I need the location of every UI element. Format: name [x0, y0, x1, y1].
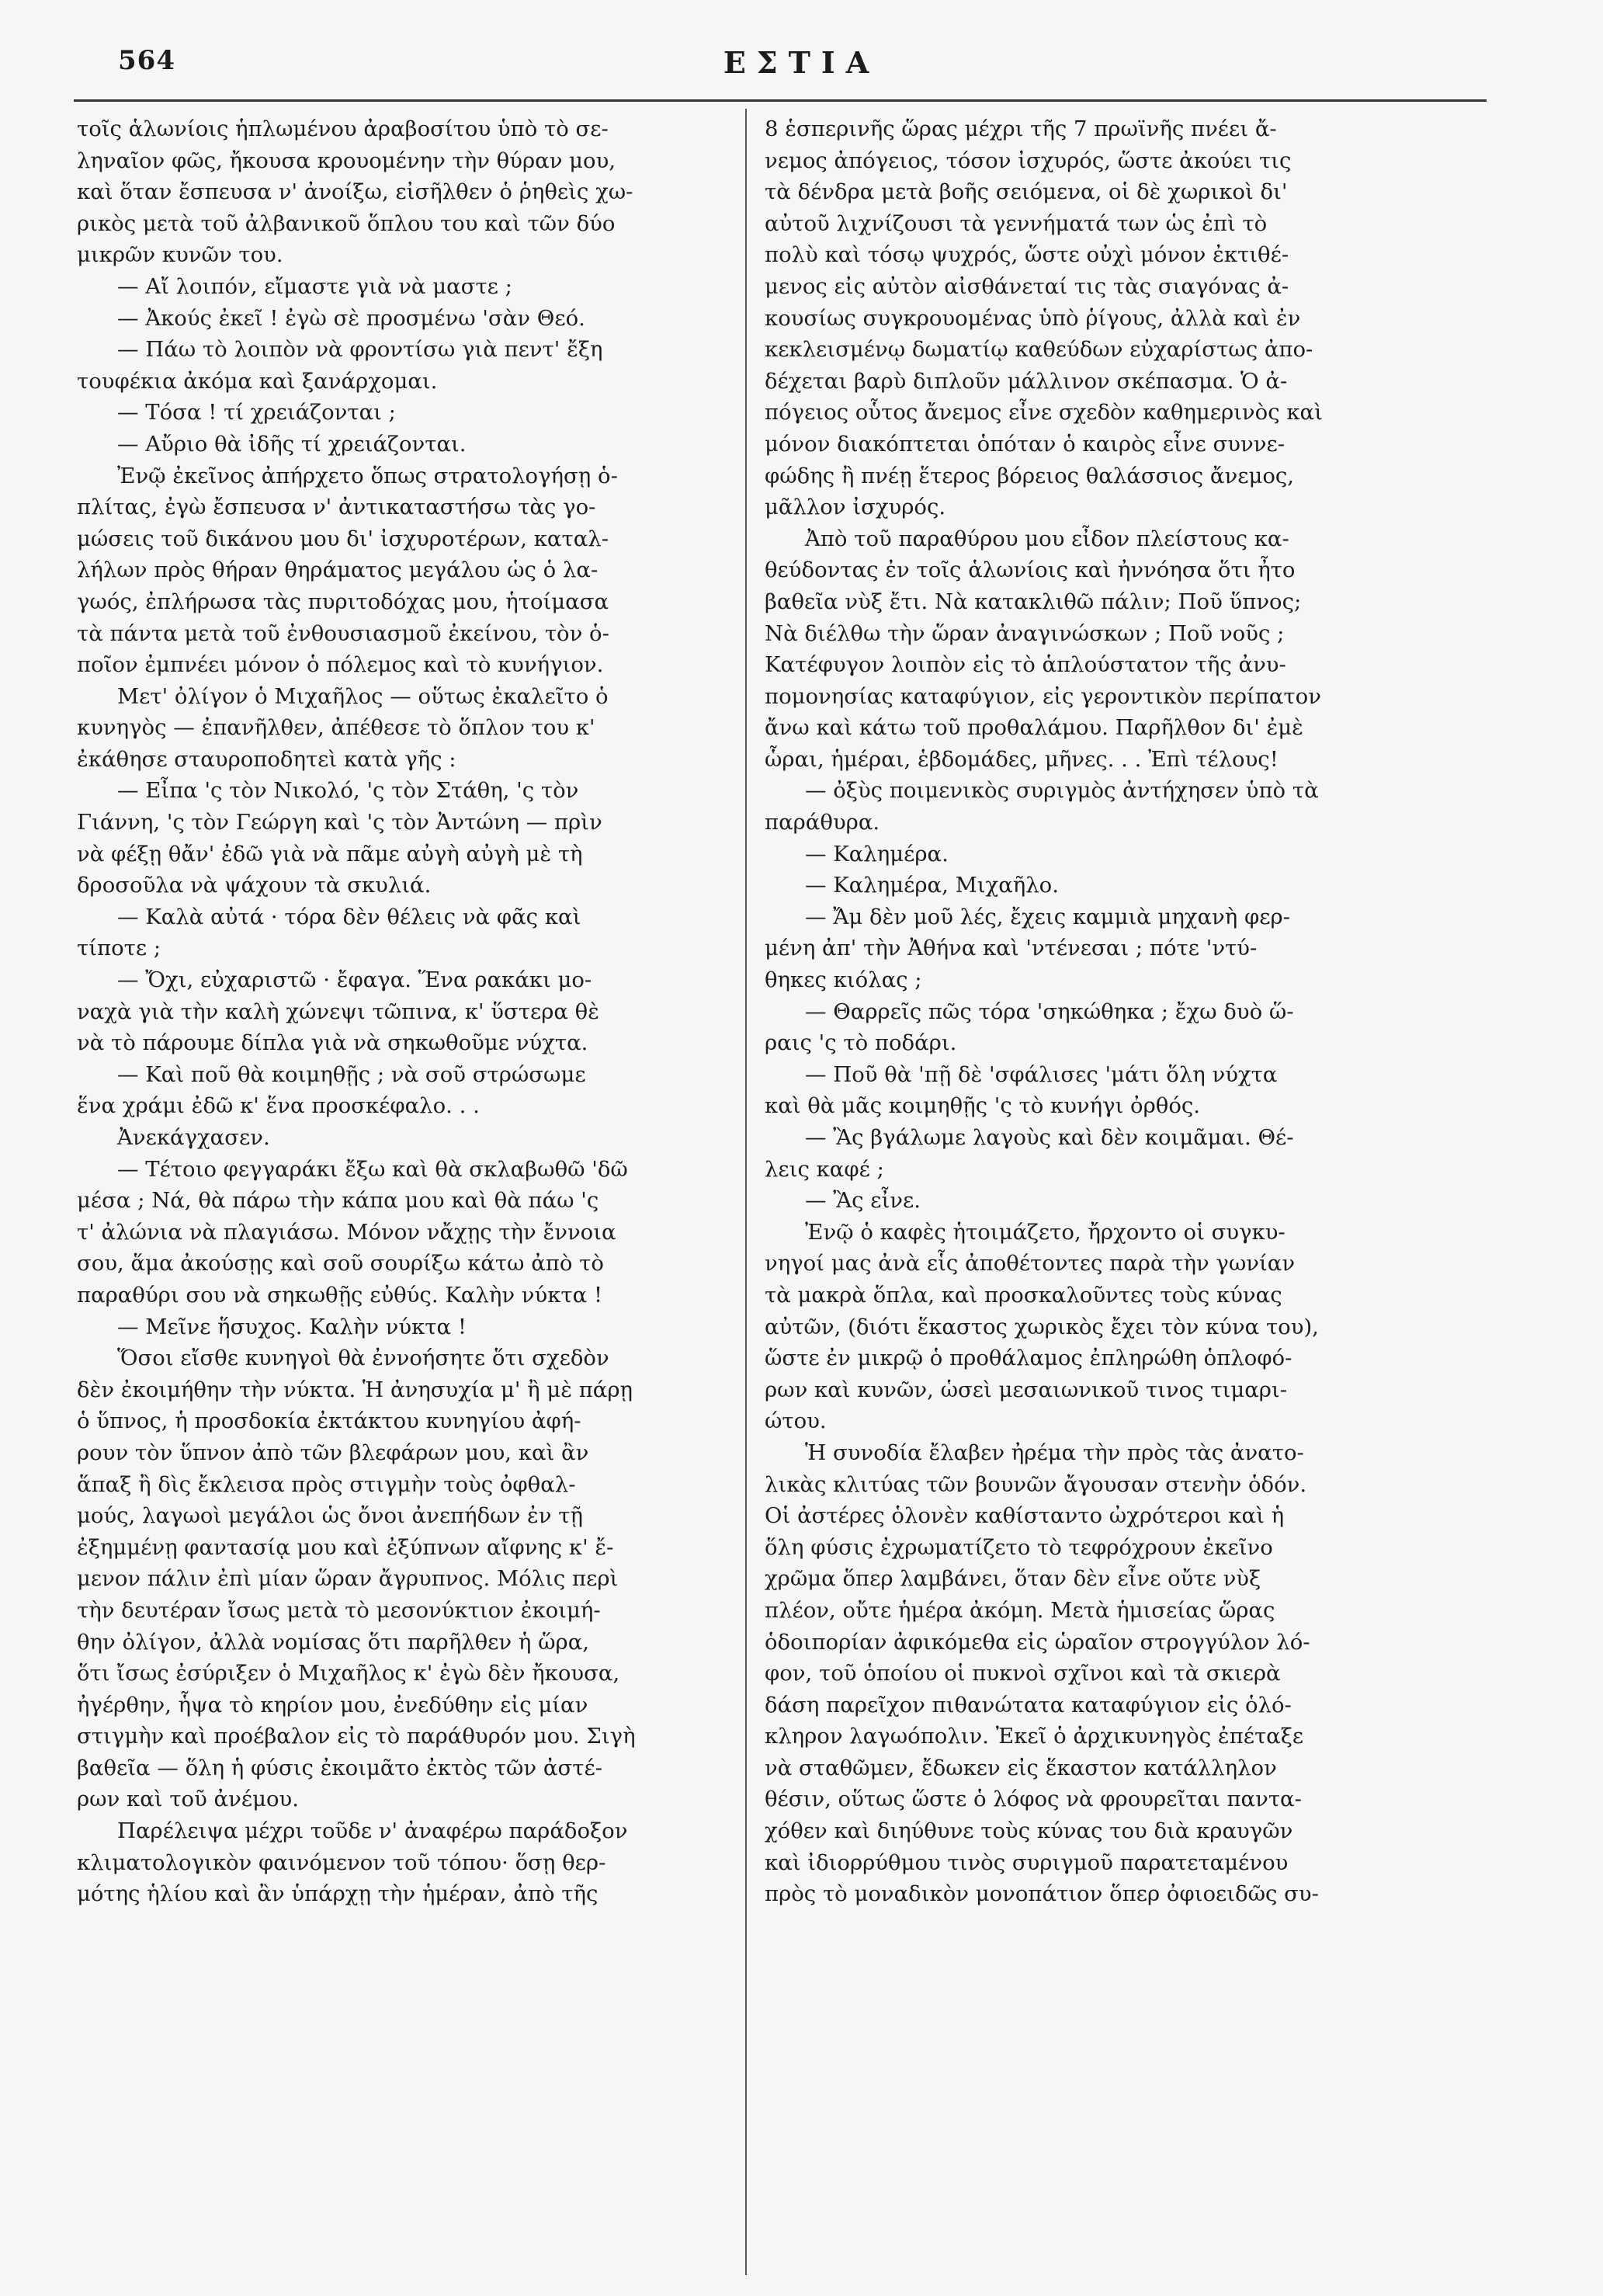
text-line: τοῖς ἁλωνίοις ἡπλωμένου ἀραβοσίτου ὑπὸ τὸ σε- [77, 116, 609, 141]
text-line: θεύδοντας ἐν τοῖς ἁλωνίοις καὶ ἠννόησα ὅτι ἦτο [765, 558, 1296, 583]
text-line: αὐτῶν, (διότι ἕκαστος χωρικὸς ἔχει τὸν κύνα του), [765, 1314, 1319, 1339]
text-line: τ' ἀλώνια νὰ πλαγιάσω. Μόνον νἄχῃς τὴν ἔννοια [77, 1219, 616, 1245]
right-column [765, 113, 1409, 1910]
text-line: μενον πάλιν ἐπὶ μίαν ὥραν ἄγρυπνος. Μόλις περὶ [77, 1566, 619, 1592]
text-line: ώτου. [765, 1409, 827, 1434]
text-line: τὰ δένδρα μετὰ βοῆς σειόμενα, οἱ δὲ χωρικοὶ δι' [765, 179, 1288, 205]
text-line: πολὺ καὶ τόσῳ ψυχρός, ὥστε οὐχὶ μόνον ἐκτιθέ- [765, 242, 1289, 268]
text-line: — Τέτοιο φεγγαράκι ἔξω καὶ θὰ σκλαβωθῶ 'δῶ [117, 1156, 628, 1182]
text-line: τὰ μακρὰ ὅπλα, καὶ προσκαλοῦντες τοὺς κύνας [765, 1282, 1282, 1308]
text-line: μώσεις τοῦ δικάνου μου δι' ἰσχυροτέρων, καταλ- [77, 526, 609, 551]
text-line: ὧραι, ἡμέραι, ἑβδομάδες, μῆνες. . . Ἐπὶ τέλους! [765, 746, 1279, 772]
text-line: νὰ φέξῃ θἄν' ἐδῶ γιὰ νὰ πᾶμε αὐγὴ αὐγὴ μὲ τὴ [77, 841, 583, 867]
text-line: — Ἀκούς ἐκεῖ ! ἐγὼ σὲ προσμένω 'σὰν Θεό. [117, 305, 585, 331]
text-line: Κατέφυγον λοιπὸν εἰς τὸ ἁπλούστατον τῆς ἀνυ- [765, 652, 1286, 678]
text-line: ἄνω καὶ κάτω τοῦ προθαλάμου. Παρῆλθον δι' ἐμὲ [765, 715, 1303, 741]
text-line: — Ἂς βγάλωμε λαγοὺς καὶ δὲν κοιμᾶμαι. Θέ- [805, 1125, 1294, 1150]
text-line: — Αὔριο θὰ ἰδῆς τί χρειάζονται. [117, 431, 467, 457]
text-line: κυνηγὸς — ἐπανῆλθεν, ἀπέθεσε τὸ ὅπλον του κ' [77, 715, 595, 741]
text-line: ἠγέρθην, ἧψα τὸ κηρίον μου, ἐνεδύθην εἰς μίαν [77, 1692, 588, 1718]
text-line: μότης ἡλίου καὶ ἂν ὑπάρχῃ τὴν ἡμέραν, ἀπὸ τῆς [77, 1881, 599, 1907]
text-line: ρων καὶ κυνῶν, ὡσεὶ μεσαιωνικοῦ τινος τιμαρι- [765, 1377, 1288, 1402]
text-line: — Μεῖνε ἥσυχος. Καλὴν νύκτα ! [117, 1314, 467, 1339]
text-line: τὴν δευτέραν ἴσως μετὰ τὸ μεσονύκτιον ἐκοιμή- [77, 1597, 601, 1623]
text-line: Ἐνῷ ἐκεῖνος ἀπήρχετο ὅπως στρατολογήσῃ ὁ- [117, 463, 618, 488]
text-line: νὰ σταθῶμεν, ἔδωκεν εἰς ἕκαστον κατάλληλον [765, 1755, 1277, 1780]
text-line: — Καλημέρα, Μιχαῆλο. [805, 873, 1059, 898]
text-line: ὅλη φύσις ἐχρωματίζετο τὸ τεφρόχρουν ἐκεῖνο [765, 1534, 1273, 1560]
text-line: θέσιν, οὕτως ὥστε ὁ λόφος νὰ φρουρεῖται παντα- [765, 1787, 1302, 1812]
text-line: ρικὸς μετὰ τοῦ ἀλβανικοῦ ὅπλου του καὶ τῶν δύο [77, 210, 616, 236]
text-line: — Πάω τὸ λοιπὸν νὰ φροντίσω γιὰ πεντ' ἔξη [117, 337, 603, 363]
text-line: στιγμὴν καὶ προέβαλον εἰς τὸ παράθυρόν μου. Σιγὴ [77, 1724, 636, 1749]
text-line: μενος εἰς αὐτὸν αἰσθάνεταί τις τὰς σιαγόνας ἀ- [765, 273, 1289, 299]
text-line: χόθεν καὶ διηύθυνε τοὺς κύνας του διὰ κραυγῶν [765, 1818, 1293, 1844]
text-line: τὰ πάντα μετὰ τοῦ ἐνθουσιασμοῦ ἐκείνου, τὸν ὁ- [77, 620, 609, 646]
column-divider [745, 109, 747, 2275]
left-column [77, 113, 720, 1910]
text-line: πλέον, οὔτε ἡμέρα ἀκόμη. Μετὰ ἡμισείας ὥρας [765, 1597, 1275, 1623]
text-line: — Ὄχι, εὐχαριστῶ · ἔφαγα. Ἕνα ρακάκι μο- [117, 967, 592, 993]
text-line: δροσοῦλα νὰ ψάχουν τὰ σκυλιά. [77, 873, 432, 898]
text-line: 8 ἑσπερινῆς ὥρας μέχρι τῆς 7 πρωϊνῆς πνέει ἄ- [765, 116, 1277, 141]
text-line: καὶ θὰ μᾶς κοιμηθῇς 'ς τὸ κυνήγι ὀρθός. [765, 1093, 1201, 1119]
page-header [0, 45, 1603, 92]
text-line: ἐξημμένῃ φαντασίᾳ μου καὶ ἐξύπνων αἴφνης κ' ἔ- [77, 1534, 614, 1560]
journal-title: ΕΣΤΙΑ [723, 45, 880, 80]
text-line: νηγοί μας ἀνὰ εἷς ἀποθέτοντες παρὰ τὴν γωνίαν [765, 1251, 1296, 1277]
text-line: σου, ἅμα ἀκούσῃς καὶ σοῦ σουρίξω κάτω ἀπὸ τὸ [77, 1251, 604, 1277]
header-rule [74, 99, 1487, 102]
text-line: παραθύρι σου νὰ σηκωθῇς εὐθύς. Καλὴν νύκτα ! [77, 1282, 602, 1308]
text-line: Ἐνῷ ὁ καφὲς ἡτοιμάζετο, ἤρχοντο οἱ συγκυ- [805, 1219, 1286, 1245]
text-line: μόνον διακόπτεται ὁπόταν ὁ καιρὸς εἶνε συννε- [765, 431, 1285, 457]
text-line: τουφέκια ἀκόμα καὶ ξανάρχομαι. [77, 368, 438, 394]
text-line: ἐκάθησε σταυροποδητεὶ κατὰ γῆς : [77, 746, 456, 772]
text-line: παράθυρα. [765, 810, 880, 835]
text-line: θην ὀλίγον, ἀλλὰ νομίσας ὅτι παρῆλθεν ἡ ὥρα, [77, 1629, 589, 1655]
text-line: μικρῶν κυνῶν του. [77, 242, 283, 268]
text-line: μένη ἀπ' τὴν Ἀθήνα καὶ 'ντένεσαι ; πότε 'ντύ- [765, 936, 1258, 961]
text-line: ὥστε ἐν μικρῷ ὁ προθάλαμος ἐπληρώθη ὁπλοφό- [765, 1346, 1292, 1371]
text-line: θηκες κιόλας ; [765, 967, 922, 993]
text-line: ναχὰ γιὰ τὴν καλὴ χώνεψι τῶπινα, κ' ὕστερα θὲ [77, 999, 599, 1024]
text-line: — Καὶ ποῦ θὰ κοιμηθῇς ; νὰ σοῦ στρώσωμε [117, 1061, 586, 1087]
text-line: χρῶμα ὅπερ λαμβάνει, ὅταν δὲν εἶνε οὔτε νὺξ [765, 1566, 1261, 1592]
text-line: νὰ τὸ πάρουμε δίπλα γιὰ νὰ σηκωθοῦμε νύχτα. [77, 1030, 588, 1056]
text-line: κουσίως συγκρουομένας ὑπὸ ῥίγους, ἀλλὰ καὶ ἐν [765, 305, 1301, 331]
text-line: μέσα ; Νά, θὰ πάρω τὴν κάπα μου καὶ θὰ πάω 'ς [77, 1188, 599, 1214]
text-line: τίποτε ; [77, 936, 161, 961]
text-line: ρουν τὸν ὕπνον ἀπὸ τῶν βλεφάρων μου, καὶ ἂν [77, 1440, 589, 1465]
text-line: φον, τοῦ ὁποίου οἱ πυκνοὶ σχῖνοι καὶ τὰ σκιερὰ [765, 1661, 1281, 1686]
text-line: Μετ' ὀλίγον ὁ Μιχαῆλος — οὕτως ἐκαλεῖτο ὁ [117, 683, 609, 709]
text-line: Ἀπὸ τοῦ παραθύρου μου εἶδον πλείστους κα- [805, 526, 1289, 551]
text-line: ἅπαξ ἢ δὶς ἔκλεισα πρὸς στιγμὴν τοὺς ὀφθαλ- [77, 1471, 576, 1497]
text-line: — Εἶπα 'ς τὸν Νικολό, 'ς τὸν Στάθη, 'ς τὸν [117, 778, 579, 804]
text-line: — Ἄμ δὲν μοῦ λές, ἔχεις καμμιὰ μηχανὴ φερ- [805, 904, 1290, 929]
text-line: μούς, λαγωοὶ μεγάλοι ὡς ὄνοι ἀνεπήδων ἐν τῇ [77, 1503, 583, 1529]
text-line: πρὸς τὸ μοναδικὸν μονοπάτιον ὅπερ ὀφιοειδῶς συ- [765, 1881, 1319, 1907]
text-line: ὁ ὕπνος, ἡ προσδοκία ἐκτάκτου κυνηγίου ἀφή- [77, 1409, 581, 1434]
text-line: Ὅσοι εἴσθε κυνηγοὶ θὰ ἐννοήσητε ὅτι σχεδὸν [117, 1346, 609, 1371]
text-line: λεις καφέ ; [765, 1156, 884, 1182]
text-line: ρων καὶ τοῦ ἀνέμου. [77, 1787, 299, 1812]
text-line: — Ἂς εἶνε. [805, 1188, 921, 1214]
text-line: νεμος ἀπόγειος, τόσον ἰσχυρός, ὥστε ἀκούει τις [765, 148, 1292, 173]
text-line: Παρέλειψα μέχρι τοῦδε ν' ἀναφέρω παράδοξον [117, 1818, 628, 1844]
text-line: — Καλημέρα. [805, 841, 949, 867]
text-line: ποῖον ἐμπνέει μόνον ὁ πόλεμος καὶ τὸ κυνήγιον. [77, 652, 604, 678]
text-line: βαθεῖα νὺξ ἔτι. Νὰ κατακλιθῶ πάλιν; Ποῦ ὕπνος; [765, 589, 1302, 614]
text-line: — Τόσα ! τί χρειάζονται ; [117, 400, 396, 426]
text-line: Οἱ ἀστέρες ὁλονὲν καθίσταντο ὠχρότεροι καὶ ἡ [765, 1503, 1285, 1529]
page-number: 564 [118, 45, 175, 76]
text-line: κληρον λαγωόπολιν. Ἐκεῖ ὁ ἀρχικυνηγὸς ἐπέταξε [765, 1724, 1304, 1749]
text-line: μᾶλλον ἰσχυρός. [765, 495, 946, 520]
text-line: ἕνα χράμι ἐδῶ κ' ἕνα προσκέφαλο. . . [77, 1093, 480, 1119]
text-line: φώδης ἢ πνέῃ ἕτερος βόρειος θαλάσσιος ἄνεμος, [765, 463, 1295, 488]
text-line: λικὰς κλιτύας τῶν βουνῶν ἄγουσαν στενὴν ὁδόν. [765, 1471, 1307, 1497]
text-line: βαθεῖα — ὅλη ἡ φύσις ἐκοιμᾶτο ἐκτὸς τῶν ἀστέ- [77, 1755, 602, 1780]
text-line: ραις 'ς τὸ ποδάρι. [765, 1030, 957, 1056]
text-line: Νὰ διέλθω τὴν ὥραν ἀναγινώσκων ; Ποῦ νοῦς ; [765, 620, 1285, 646]
text-line: δὲν ἐκοιμήθην τὴν νύκτα. Ἡ ἀνησυχία μ' ἢ μὲ πάρῃ [77, 1377, 633, 1402]
text-line: καὶ ὅταν ἔσπευσα ν' ἀνοίξω, εἰσῆλθεν ὁ ῥηθεὶς χω- [77, 179, 633, 205]
text-line: ὁδοιπορίαν ἀφικόμεθα εἰς ὡραῖον στρογγύλον λό- [765, 1629, 1310, 1655]
text-line: ὅτι ἴσως ἐσύριξεν ὁ Μιχαῆλος κ' ἐγὼ δὲν ἤκουσα, [77, 1661, 620, 1686]
text-line: Ἀνεκάγχασεν. [117, 1125, 270, 1150]
text-line: δέχεται βαρὺ διπλοῦν μάλλινον σκέπασμα. Ὁ ἀ- [765, 368, 1288, 394]
text-line: πόγειος οὗτος ἄνεμος εἶνε σχεδὸν καθημερινὸς καὶ [765, 400, 1323, 426]
text-line: — Θαρρεῖς πῶς τόρα 'σηκώθηκα ; ἔχω δυὸ ὥ- [805, 999, 1294, 1024]
text-line: πομονησίας καταφύγιον, εἰς γεροντικὸν περίπατον [765, 683, 1321, 709]
text-line: κλιματολογικὸν φαινόμενον τοῦ τόπου· ὅσῃ θερ- [77, 1850, 606, 1875]
text-line: — Καλὰ αὐτά · τόρα δὲν θέλεις νὰ φᾶς καὶ [117, 904, 581, 929]
text-line: κεκλεισμένῳ δωματίῳ καθεύδων εὐχαρίστως ἀπο- [765, 337, 1313, 363]
text-line: πλίτας, ἐγὼ ἔσπευσα ν' ἀντικαταστήσω τὰς γο- [77, 495, 596, 520]
text-line: Ἡ συνοδία ἔλαβεν ἠρέμα τὴν πρὸς τὰς ἀνατο- [805, 1440, 1304, 1465]
text-line: — ὀξὺς ποιμενικὸς συριγμὸς ἀντήχησεν ὑπὸ τὰ [805, 778, 1319, 804]
text-line: Γιάννη, 'ς τὸν Γεώργη καὶ 'ς τὸν Ἀντώνη — πρὶν [77, 810, 602, 835]
text-line: δάση παρεῖχον πιθανώτατα καταφύγιον εἰς ὁλό- [765, 1692, 1292, 1718]
text-line: ληναῖον φῶς, ἤκουσα κρουομένην τὴν θύραν μου, [77, 148, 616, 173]
text-line: γωός, ἐπλήρωσα τὰς πυριτοδόχας μου, ἡτοίμασα [77, 589, 609, 614]
text-line: — Αἴ λοιπόν, εἴμαστε γιὰ νὰ μαστε ; [117, 273, 512, 299]
text-line: λήλων πρὸς θήραν θηράματος μεγάλου ὡς ὁ λα- [77, 558, 599, 583]
text-line: αὐτοῦ λιχνίζουσι τὰ γεννήματά των ὡς ἐπὶ τὸ [765, 210, 1268, 236]
text-line: καὶ ἰδιορρύθμου τινὸς συριγμοῦ παρατεταμένου [765, 1850, 1289, 1875]
text-line: — Ποῦ θὰ 'πῇ δὲ 'σφάλισες 'μάτι ὅλη νύχτα [805, 1061, 1278, 1087]
